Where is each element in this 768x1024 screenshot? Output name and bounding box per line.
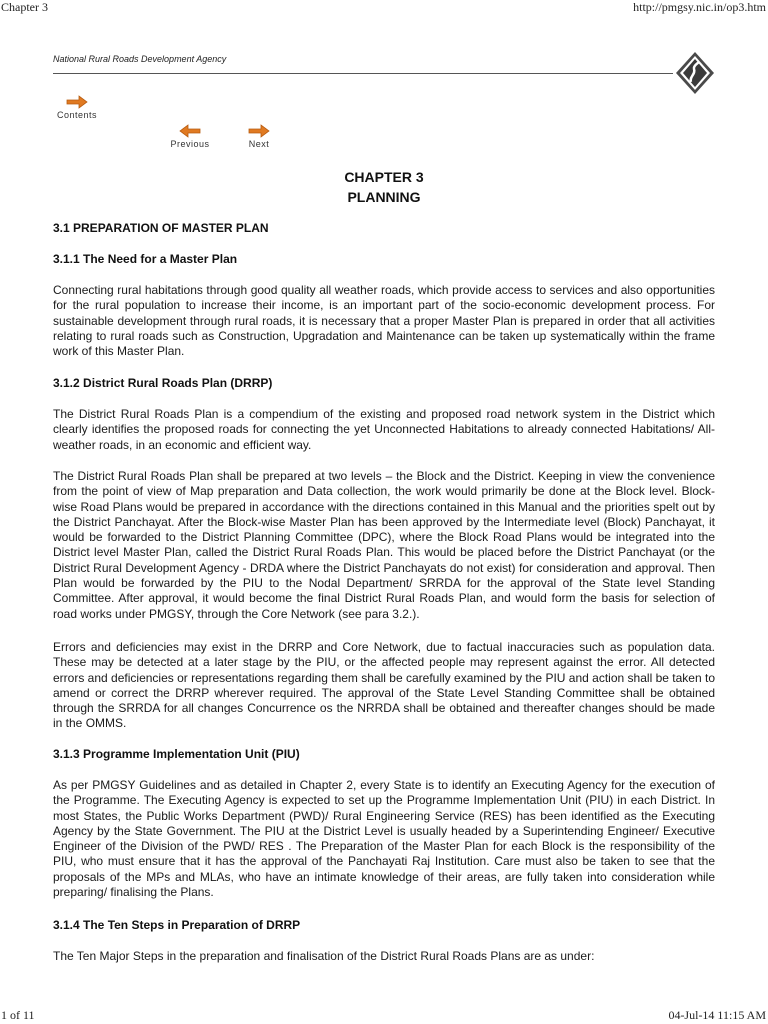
print-footer bbox=[0, 1008, 768, 1024]
chapter-number: CHAPTER 3 bbox=[344, 169, 424, 185]
arrow-right-icon bbox=[246, 124, 272, 138]
contents-label: Contents bbox=[56, 110, 98, 120]
section-heading-3-1-2: 3.1.2 District Rural Roads Plan (DRRP) bbox=[53, 376, 273, 390]
print-header-title: Chapter 3 bbox=[1, 0, 48, 14]
agency-name: National Rural Roads Development Agency bbox=[53, 54, 227, 64]
section-heading-3-1-1: 3.1.1 The Need for a Master Plan bbox=[53, 252, 238, 266]
previous-button[interactable] bbox=[162, 124, 218, 149]
paragraph-3-1-1: Connecting rural habitations through good quality all weather roads, which provide access to services and also opportunities for the rural population to increase their income, is an important part of the socio-economic development process. For sustainable development through rural roads, it is necessary that a proper Master Plan is prepared in order that all activities relating to rural roads such as Construction, Upgradation and Maintenance can be taken up systematically within the frame work of this Master Plan. bbox=[53, 283, 715, 359]
print-header-url: http://pmgsy.nic.in/op3.htm bbox=[633, 0, 766, 14]
section-heading-3-1-4: 3.1.4 The Ten Steps in Preparation of DRRP bbox=[53, 918, 301, 932]
paragraph-3-1-2-a: The District Rural Roads Plan is a compendium of the existing and proposed road network system in the District which clearly identifies the proposed roads for connecting the yet Unconnected Habitations to already connected Habitations/ All-weather roads, in an economic and efficient way. bbox=[53, 407, 715, 452]
chapter-title bbox=[0, 167, 768, 207]
paragraph-3-1-2-b: The District Rural Roads Plan shall be prepared at two levels – the Block and the District. Keeping in view the convenience from the point of view of Map preparation and Data collection, the work would primarily be done at the Block level. Block-wise Road Plans would be prepared in accordance with the directions contained in this Manual and the priorities spelt out by the District Panchayat. After the Block-wise Master Plan has been approved by the Intermediate level (Block) Panchayat, it would be forwarded to the District Planning Committee (DPC), where the Block Road Plans would be integrated into the District level Master Plan, called the District Rural Roads Plan. This would be placed before the District Panchayat (or the District Rural Development Agency - DRDA where the District Panchayats do not exist) for consideration and approval. Then Plan would be forwarded by the PIU to the Nodal Department/ SRRDA for the approval of the State level Standing Committee. After approval, it would become the final District Rural Roads Plan, and would form the basis for selection of road works under PMGSY, through the Core Network (see para 3.2.). bbox=[53, 469, 715, 621]
contents-button[interactable] bbox=[53, 95, 101, 120]
chapter-name: PLANNING bbox=[347, 189, 421, 205]
agency-logo-icon bbox=[674, 50, 716, 96]
header-divider bbox=[53, 73, 673, 74]
previous-label: Previous bbox=[170, 139, 210, 149]
arrow-right-icon bbox=[64, 95, 90, 109]
next-label: Next bbox=[248, 139, 270, 149]
section-heading-3-1: 3.1 PREPARATION OF MASTER PLAN bbox=[53, 221, 269, 235]
paragraph-3-1-4: The Ten Major Steps in the preparation and finalisation of the District Rural Roads Plans are as under: bbox=[53, 949, 595, 963]
paragraph-3-1-3: As per PMGSY Guidelines and as detailed in Chapter 2, every State is to identify an Executing Agency for the execution of the Programme. The Executing Agency is expected to set up the Programme Implementation Unit (PIU) in each District. In most States, the Public Works Department (PWD)/ Rural Engineering Service (RES) has been identified as the Executing Agency by the State Government. The PIU at the District Level is usually headed by a Superintending Engineer/ Executive Engineer of the Division of the PWD/ RES . The Preparation of the Master Plan for each Block is the responsibility of the PIU, who must ensure that it has the approval of the Panchayati Raj Institution. Care must also be taken to see that the proposals of the MPs and MLAs, who have an intimate knowledge of their areas, are fully taken into consideration while preparing/ finalising the Plans. bbox=[53, 778, 715, 900]
next-button[interactable] bbox=[238, 124, 280, 149]
print-timestamp: 04-Jul-14 11:15 AM bbox=[668, 1008, 766, 1022]
arrow-left-icon bbox=[177, 124, 203, 138]
section-heading-3-1-3: 3.1.3 Programme Implementation Unit (PIU) bbox=[53, 747, 300, 761]
paragraph-3-1-2-c: Errors and deficiencies may exist in the DRRP and Core Network, due to factual inaccuracies such as population data. These may be detected at a later stage by the PIU, or the affected people may represent against the error. All detected errors and deficiencies or representations regarding them shall be carefully examined by the PIU and action shall be taken to amend or correct the DRRP wherever required. The approval of the State Level Standing Committee shall be obtained through the SRRDA for all changes Concurrence os the NRRDA shall be obtained and thereafter changes should be made in the OMMS. bbox=[53, 640, 715, 731]
print-header bbox=[0, 0, 768, 16]
page-count: 1 of 11 bbox=[1, 1008, 35, 1022]
